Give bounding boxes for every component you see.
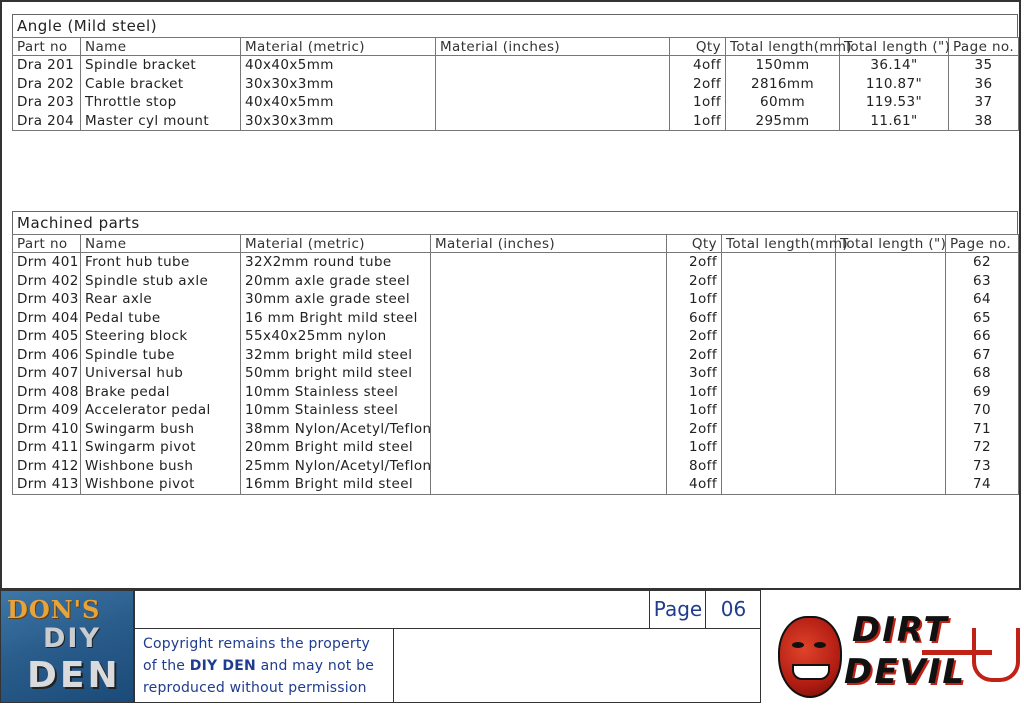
- cell-total-length-inches: [836, 253, 946, 272]
- cell-qty: 1off: [667, 383, 722, 402]
- cell-total-length-inches: [836, 309, 946, 328]
- angle-section-title: Angle (Mild steel): [12, 14, 1018, 37]
- angle-body: [13, 56, 1019, 131]
- cell-page-no: 35: [949, 56, 1019, 75]
- cell-qty: 8off: [667, 457, 722, 476]
- cell-page-no: 72: [946, 438, 1019, 457]
- table-row: [13, 93, 1019, 112]
- cell-part-no: Drm 401: [13, 253, 81, 272]
- cell-total-length-inches: [836, 420, 946, 439]
- cell-material-metric: 20mm Bright mild steel: [241, 438, 431, 457]
- cell-total-length-mm: 295mm: [726, 112, 840, 131]
- cell-total-length-mm: 60mm: [726, 93, 840, 112]
- header-qty: Qty: [670, 38, 726, 56]
- cell-name: Pedal tube: [81, 309, 241, 328]
- table-row: [13, 75, 1019, 94]
- cell-total-length-mm: [722, 401, 836, 420]
- machined-section-title: Machined parts: [12, 211, 1018, 234]
- cell-material-inches: [431, 401, 667, 420]
- cell-page-no: 74: [946, 475, 1019, 494]
- table-row: [13, 457, 1019, 476]
- title-block: [134, 590, 761, 703]
- cell-name: Wishbone bush: [81, 457, 241, 476]
- cell-total-length-mm: 2816mm: [726, 75, 840, 94]
- cell-name: Steering block: [81, 327, 241, 346]
- angle-parts-table: [12, 37, 1019, 131]
- cell-material-metric: 50mm bright mild steel: [241, 364, 431, 383]
- machined-section: [12, 211, 1018, 495]
- cell-material-inches: [431, 309, 667, 328]
- logo-line-diy: DIY: [43, 623, 102, 654]
- table-row: [13, 327, 1019, 346]
- cell-part-no: Dra 203: [13, 93, 81, 112]
- title-block-divider: [135, 628, 760, 629]
- cell-material-inches: [431, 346, 667, 365]
- cell-name: Master cyl mount: [81, 112, 241, 131]
- table-row: [13, 346, 1019, 365]
- cell-part-no: Drm 410: [13, 420, 81, 439]
- dons-diy-den-logo: [0, 590, 134, 703]
- cell-total-length-mm: [722, 475, 836, 494]
- cell-part-no: Drm 403: [13, 290, 81, 309]
- cell-total-length-mm: [722, 327, 836, 346]
- cell-total-length-mm: [722, 438, 836, 457]
- page-number: 06: [705, 591, 761, 628]
- cell-page-no: 65: [946, 309, 1019, 328]
- cell-page-no: 67: [946, 346, 1019, 365]
- cell-total-length-inches: 110.87": [840, 75, 949, 94]
- cell-qty: 1off: [670, 112, 726, 131]
- cell-page-no: 70: [946, 401, 1019, 420]
- title-block-footer: [0, 590, 1024, 706]
- cell-name: Front hub tube: [81, 253, 241, 272]
- cell-total-length-inches: [836, 383, 946, 402]
- cell-material-metric: 55x40x25mm nylon: [241, 327, 431, 346]
- cell-qty: 1off: [670, 93, 726, 112]
- header-total-length-inches: Total length ("): [836, 235, 946, 253]
- cell-material-inches: [431, 383, 667, 402]
- cell-part-no: Drm 406: [13, 346, 81, 365]
- header-name: Name: [81, 38, 241, 56]
- cell-material-inches: [431, 253, 667, 272]
- angle-section: [12, 14, 1018, 131]
- cell-name: Brake pedal: [81, 383, 241, 402]
- cell-total-length-inches: [836, 327, 946, 346]
- cell-material-inches: [431, 438, 667, 457]
- cell-total-length-mm: [722, 457, 836, 476]
- cell-name: Spindle bracket: [81, 56, 241, 75]
- header-page-no: Page no.: [949, 38, 1019, 56]
- cell-page-no: 68: [946, 364, 1019, 383]
- machined-header-row: [13, 235, 1019, 253]
- cell-material-inches: [436, 93, 670, 112]
- cell-page-no: 37: [949, 93, 1019, 112]
- cell-total-length-inches: 11.61": [840, 112, 949, 131]
- header-part-no: Part no: [13, 235, 81, 253]
- cell-material-inches: [436, 56, 670, 75]
- cell-part-no: Drm 412: [13, 457, 81, 476]
- cell-material-metric: 38mm Nylon/Acetyl/Teflon: [241, 420, 431, 439]
- copyright-line-2: [143, 655, 393, 677]
- table-row: [13, 112, 1019, 131]
- cell-material-metric: 30mm axle grade steel: [241, 290, 431, 309]
- cell-total-length-mm: [722, 383, 836, 402]
- table-row: [13, 401, 1019, 420]
- cell-material-inches: [431, 457, 667, 476]
- copyright-diy-den: DIY DEN: [189, 658, 256, 674]
- cell-page-no: 64: [946, 290, 1019, 309]
- cell-material-metric: 10mm Stainless steel: [241, 383, 431, 402]
- header-material-inches: Material (inches): [431, 235, 667, 253]
- cell-total-length-inches: 36.14": [840, 56, 949, 75]
- cell-total-length-mm: [722, 253, 836, 272]
- cell-total-length-inches: [836, 346, 946, 365]
- cell-part-no: Drm 411: [13, 438, 81, 457]
- header-name: Name: [81, 235, 241, 253]
- table-row: [13, 309, 1019, 328]
- cell-qty: 1off: [667, 438, 722, 457]
- cell-qty: 3off: [667, 364, 722, 383]
- cell-material-inches: [431, 475, 667, 494]
- table-row: [13, 383, 1019, 402]
- cell-total-length-mm: [722, 364, 836, 383]
- cell-page-no: 69: [946, 383, 1019, 402]
- angle-header-row: [13, 38, 1019, 56]
- pitchfork-icon: [972, 628, 1020, 682]
- table-row: [13, 290, 1019, 309]
- cell-part-no: Drm 413: [13, 475, 81, 494]
- header-qty: Qty: [667, 235, 722, 253]
- cell-material-metric: 10mm Stainless steel: [241, 401, 431, 420]
- cell-total-length-inches: [836, 364, 946, 383]
- cell-qty: 2off: [667, 327, 722, 346]
- table-row: [13, 420, 1019, 439]
- cell-material-inches: [436, 75, 670, 94]
- cell-material-metric: 32mm bright mild steel: [241, 346, 431, 365]
- cell-page-no: 66: [946, 327, 1019, 346]
- cell-qty: 4off: [667, 475, 722, 494]
- cell-material-metric: 16 mm Bright mild steel: [241, 309, 431, 328]
- logo-line-den: DEN: [27, 655, 121, 696]
- cell-total-length-inches: 119.53": [840, 93, 949, 112]
- cell-total-length-inches: [836, 401, 946, 420]
- header-page-no: Page no.: [946, 235, 1019, 253]
- cell-total-length-inches: [836, 475, 946, 494]
- header-part-no: Part no: [13, 38, 81, 56]
- cell-name: Cable bracket: [81, 75, 241, 94]
- cell-name: Rear axle: [81, 290, 241, 309]
- logo-line-devil: DEVIL: [844, 652, 967, 692]
- copyright-line-3: reproduced without permission: [143, 680, 367, 696]
- cell-qty: 4off: [670, 56, 726, 75]
- cell-part-no: Drm 405: [13, 327, 81, 346]
- cell-part-no: Drm 404: [13, 309, 81, 328]
- copyright-may-not-be: and may not be: [255, 658, 375, 674]
- cell-total-length-inches: [836, 438, 946, 457]
- devil-face-icon: [778, 616, 842, 698]
- cell-material-metric: 32X2mm round tube: [241, 253, 431, 272]
- cell-total-length-mm: [722, 272, 836, 291]
- cell-total-length-mm: [722, 346, 836, 365]
- table-row: [13, 438, 1019, 457]
- header-total-length-mm: Total length(mm): [726, 38, 840, 56]
- cell-part-no: Dra 204: [13, 112, 81, 131]
- cell-name: Spindle stub axle: [81, 272, 241, 291]
- cell-total-length-mm: [722, 420, 836, 439]
- cell-part-no: Drm 407: [13, 364, 81, 383]
- table-row: [13, 475, 1019, 494]
- cell-qty: 2off: [670, 75, 726, 94]
- cell-page-no: 63: [946, 272, 1019, 291]
- header-material-metric: Material (metric): [241, 38, 436, 56]
- table-row: [13, 272, 1019, 291]
- cell-page-no: 38: [949, 112, 1019, 131]
- cell-qty: 1off: [667, 401, 722, 420]
- cell-material-inches: [436, 112, 670, 131]
- header-total-length-inches: Total length ("): [840, 38, 949, 56]
- cell-material-inches: [431, 272, 667, 291]
- cell-name: Accelerator pedal: [81, 401, 241, 420]
- cell-part-no: Drm 408: [13, 383, 81, 402]
- cell-total-length-inches: [836, 457, 946, 476]
- cell-material-inches: [431, 420, 667, 439]
- copyright-line-1: Copyright remains the property: [143, 636, 370, 652]
- cell-qty: 2off: [667, 346, 722, 365]
- cell-qty: 2off: [667, 420, 722, 439]
- cell-name: Swingarm pivot: [81, 438, 241, 457]
- copyright-of-the: of the: [143, 658, 190, 674]
- cell-name: Universal hub: [81, 364, 241, 383]
- table-row: [13, 56, 1019, 75]
- cell-page-no: 73: [946, 457, 1019, 476]
- cell-name: Wishbone pivot: [81, 475, 241, 494]
- cell-material-metric: 25mm Nylon/Acetyl/Teflon: [241, 457, 431, 476]
- cell-qty: 6off: [667, 309, 722, 328]
- logo-line-dirt: DIRT: [852, 610, 949, 650]
- cell-total-length-inches: [836, 272, 946, 291]
- cell-material-metric: 30x30x3mm: [241, 112, 436, 131]
- cell-material-metric: 16mm Bright mild steel: [241, 475, 431, 494]
- machined-body: [13, 253, 1019, 495]
- cell-part-no: Drm 402: [13, 272, 81, 291]
- header-material-inches: Material (inches): [436, 38, 670, 56]
- cell-name: Throttle stop: [81, 93, 241, 112]
- header-material-metric: Material (metric): [241, 235, 431, 253]
- cell-total-length-mm: [722, 290, 836, 309]
- cell-material-metric: 30x30x3mm: [241, 75, 436, 94]
- cell-qty: 1off: [667, 290, 722, 309]
- cell-material-metric: 40x40x5mm: [241, 93, 436, 112]
- cell-qty: 2off: [667, 272, 722, 291]
- dirt-devil-logo: [772, 606, 1024, 702]
- cell-page-no: 71: [946, 420, 1019, 439]
- cell-total-length-mm: 150mm: [726, 56, 840, 75]
- cell-part-no: Dra 201: [13, 56, 81, 75]
- copyright-divider: [393, 628, 394, 702]
- cell-qty: 2off: [667, 253, 722, 272]
- header-total-length-mm: Total length(mm): [722, 235, 836, 253]
- cell-part-no: Drm 409: [13, 401, 81, 420]
- cell-page-no: 36: [949, 75, 1019, 94]
- cell-material-metric: 20mm axle grade steel: [241, 272, 431, 291]
- cell-material-inches: [431, 364, 667, 383]
- cell-name: Swingarm bush: [81, 420, 241, 439]
- page-label: Page: [649, 591, 706, 628]
- cell-total-length-mm: [722, 309, 836, 328]
- machined-parts-table: [12, 234, 1019, 495]
- cell-material-inches: [431, 290, 667, 309]
- cell-part-no: Dra 202: [13, 75, 81, 94]
- cell-name: Spindle tube: [81, 346, 241, 365]
- cell-page-no: 62: [946, 253, 1019, 272]
- table-row: [13, 253, 1019, 272]
- cell-material-inches: [431, 327, 667, 346]
- table-row: [13, 364, 1019, 383]
- logo-line-dons: DON'S: [7, 595, 101, 624]
- copyright-notice: [143, 633, 393, 699]
- cell-material-metric: 40x40x5mm: [241, 56, 436, 75]
- cell-total-length-inches: [836, 290, 946, 309]
